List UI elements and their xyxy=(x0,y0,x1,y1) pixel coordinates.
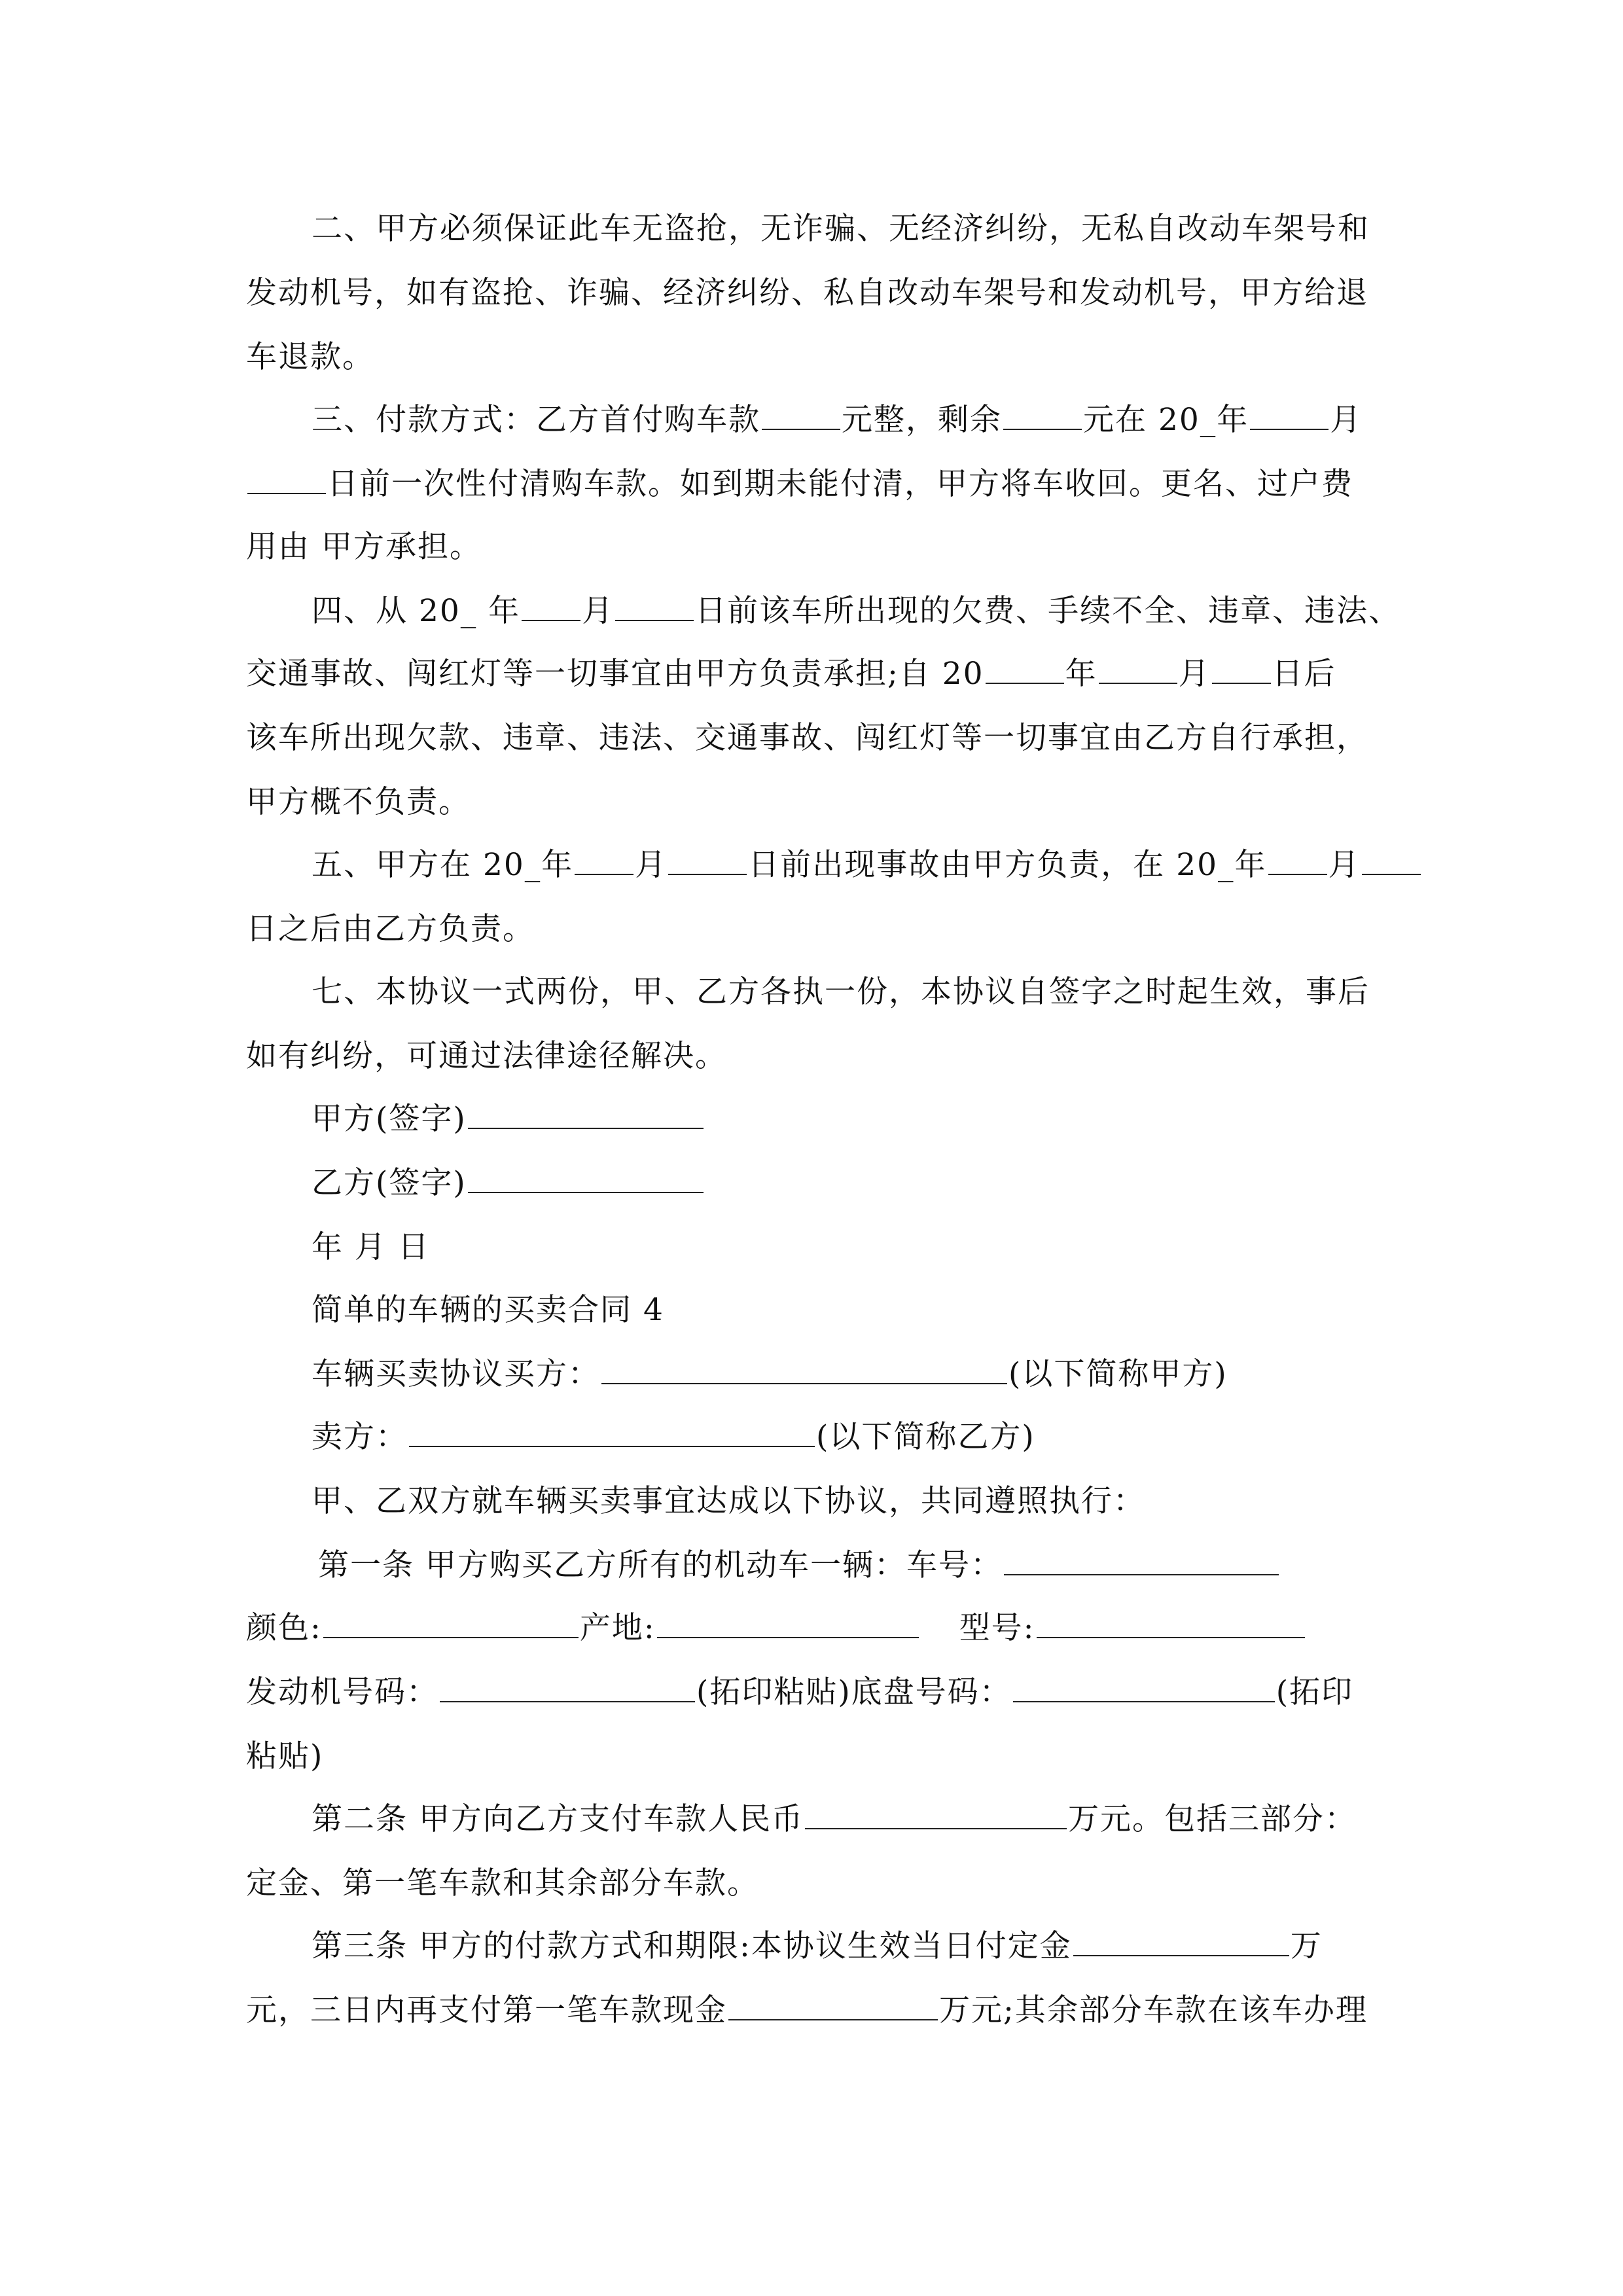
clause-3-text-e: 日前一次性付清购车款。如到期未能付清，甲方将车收回。更名、过户费 xyxy=(327,466,1353,502)
buyer-line xyxy=(312,1348,1228,1401)
buyer-note: (以下简称甲方) xyxy=(1008,1356,1228,1392)
article-2-text-b: 万元。包括三部分： xyxy=(1067,1801,1357,1837)
date-text: 年 月 日 xyxy=(312,1229,430,1265)
clause-4-text-i: 甲方概不负责。 xyxy=(246,784,471,820)
clause-2-line-2 xyxy=(246,267,1368,319)
model-blank xyxy=(1037,1608,1305,1638)
clause-4-line-4 xyxy=(246,776,471,829)
clause-3-line-3 xyxy=(246,521,482,573)
blank-day xyxy=(247,464,326,494)
clause-2-line-3 xyxy=(246,331,374,384)
clause-5-text-b: 月 xyxy=(635,847,668,883)
chassis-label: (拓印粘贴)底盘号码： xyxy=(696,1674,1012,1710)
clause-5-line-2 xyxy=(246,903,535,956)
article-3-line-2 xyxy=(246,1984,1368,2037)
clause-4-text-h: 该车所出现欠款、违章、违法、交通事故、闯红灯等一切事宜由乙方自行承担， xyxy=(246,720,1368,756)
article-2-line-1 xyxy=(312,1793,1357,1846)
engine-label: 发动机号码： xyxy=(246,1674,438,1710)
clause-3-text-c: 元在 20_年 xyxy=(1083,402,1249,438)
engine-blank xyxy=(440,1672,695,1702)
article-1-line-4 xyxy=(246,1731,323,1783)
clause-3-text-a: 三、付款方式：乙方首付购车款 xyxy=(312,402,760,438)
blank-day-2 xyxy=(1362,845,1421,875)
seller-blank xyxy=(409,1417,815,1447)
seller-label: 卖方： xyxy=(312,1419,408,1455)
clause-2-text-1: 二、甲方必须保证此车无盗抢，无诈骗、无经济纠纷，无私自改动车架号和 xyxy=(312,211,1370,247)
origin-label: 产地: xyxy=(579,1610,656,1646)
blank-month xyxy=(522,591,580,621)
price-blank xyxy=(805,1799,1067,1829)
clause-5-text-c: 日前出现事故由甲方负责，在 20_年 xyxy=(748,847,1267,883)
clause-7-text-1: 七、本协议一式两份，甲、乙方各执一份，本协议自签字之时起生效，事后 xyxy=(312,974,1370,1010)
article-2-text-a: 第二条 甲方向乙方支付车款人民币 xyxy=(312,1801,804,1837)
clause-3-text-f: 用由 甲方承担。 xyxy=(246,529,482,565)
chassis-blank xyxy=(1013,1672,1275,1702)
seller-line xyxy=(312,1411,1035,1463)
clause-5-text-a: 五、甲方在 20_年 xyxy=(312,847,574,883)
article-3-text-c: 元，三日内再支付第一笔车款现金 xyxy=(246,1992,727,2028)
plate-number-blank xyxy=(1004,1545,1279,1575)
signature-b-label: 乙方(签字) xyxy=(312,1165,467,1201)
clause-3-text-b: 元整，剩余 xyxy=(842,402,1002,438)
blank-day xyxy=(615,591,694,621)
section-title xyxy=(312,1284,664,1336)
color-label: 颜色: xyxy=(246,1610,322,1646)
clause-5-text-d: 月 xyxy=(1328,847,1361,883)
clause-5-line-1 xyxy=(312,839,1422,891)
signature-party-a xyxy=(312,1093,705,1145)
model-label: 型号: xyxy=(959,1610,1035,1646)
signature-a-label: 甲方(签字) xyxy=(312,1101,467,1137)
section-title-text: 简单的车辆的买卖合同 4 xyxy=(312,1292,664,1328)
signature-b-blank xyxy=(468,1163,704,1193)
blank-month-2 xyxy=(1268,845,1327,875)
clause-2-text-3: 车退款。 xyxy=(246,339,374,375)
clause-4-text-e: 年 xyxy=(1065,656,1097,692)
article-1-line-2 xyxy=(246,1602,1306,1655)
clause-3-line-1 xyxy=(312,394,1362,446)
origin-blank xyxy=(657,1608,919,1638)
seller-note: (以下简称乙方) xyxy=(816,1419,1035,1455)
rubbing-label: (拓印 xyxy=(1275,1674,1354,1710)
clause-7-line-1 xyxy=(312,966,1370,1018)
clause-4-text-a: 四、从 20_ 年 xyxy=(312,593,521,629)
first-payment-blank xyxy=(728,1990,938,2020)
clause-4-text-f: 月 xyxy=(1178,656,1211,692)
color-blank xyxy=(323,1608,579,1638)
clause-4-text-g: 日后 xyxy=(1272,656,1336,692)
deposit-blank xyxy=(1073,1926,1289,1956)
clause-4-text-b: 月 xyxy=(582,593,615,629)
date-line xyxy=(312,1221,430,1274)
article-3-text-d: 万元;其余部分车款在该车办理 xyxy=(939,1992,1368,2028)
signature-party-b xyxy=(312,1157,705,1210)
clause-2-text-2: 发动机号，如有盗抢、诈骗、经济纠纷、私自改动车架号和发动机号，甲方给退 xyxy=(246,275,1368,311)
blank-day xyxy=(668,845,747,875)
blank-down-payment xyxy=(762,400,840,430)
article-1-line-1 xyxy=(318,1539,1280,1592)
article-2-text-c: 定金、第一笔车款和其余部分车款。 xyxy=(246,1865,759,1901)
clause-4-line-3 xyxy=(246,712,1368,764)
article-2-line-2 xyxy=(246,1857,759,1910)
intro-line xyxy=(312,1475,1145,1528)
signature-a-blank xyxy=(468,1099,704,1129)
article-3-text-a: 第三条 甲方的付款方式和期限:本协议生效当日付定金 xyxy=(312,1928,1072,1964)
blank-year xyxy=(986,654,1064,684)
clause-5-text-e: 日之后由乙方负责。 xyxy=(246,911,535,947)
clause-2-line-1 xyxy=(312,203,1370,255)
clause-7-line-2 xyxy=(246,1030,727,1083)
clause-4-text-d: 交通事故、闯红灯等一切事宜由甲方负责承担;自 20 xyxy=(246,656,984,692)
blank-day xyxy=(1212,654,1271,684)
blank-remaining xyxy=(1003,400,1082,430)
article-1-text-a: 第一条 甲方购买乙方所有的机动车一辆：车号： xyxy=(318,1547,1003,1583)
blank-month xyxy=(575,845,633,875)
article-3-text-b: 万 xyxy=(1290,1928,1323,1964)
article-1-line-3 xyxy=(246,1666,1353,1719)
buyer-blank xyxy=(601,1354,1007,1384)
clause-4-line-2 xyxy=(246,648,1336,700)
blank-month xyxy=(1250,400,1329,430)
clause-7-text-2: 如有纠纷，可通过法律途径解决。 xyxy=(246,1038,727,1074)
article-3-line-1 xyxy=(312,1920,1323,1973)
buyer-label: 车辆买卖协议买方： xyxy=(312,1356,600,1392)
clause-4-text-c: 日前该车所出现的欠费、手续不全、违章、违法、 xyxy=(695,593,1401,629)
blank-month xyxy=(1099,654,1177,684)
clause-3-text-d: 月 xyxy=(1330,402,1363,438)
clause-4-line-1 xyxy=(312,585,1400,637)
clause-3-line-2 xyxy=(246,458,1353,511)
rubbing-label-2: 粘贴) xyxy=(246,1738,324,1774)
intro-text: 甲、乙双方就车辆买卖事宜达成以下协议，共同遵照执行： xyxy=(312,1483,1145,1519)
